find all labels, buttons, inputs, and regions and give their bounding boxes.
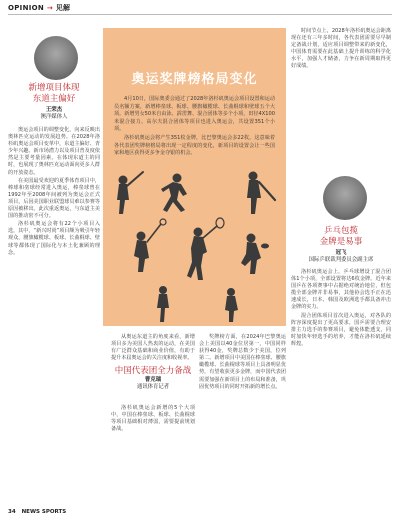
middle-column-a	[111, 334, 195, 363]
feature-box	[103, 28, 286, 326]
athlete-figure-icon	[225, 289, 238, 323]
mini-profile	[111, 366, 195, 391]
left-paragraph: 奥运会项目的调整变化，向来反映出奥林匹克运动的发展趋势。在2028年洛杉矶奥运会项目变革中，东道主偏好、青少年兴趣、新市场潜力以及项目普及度依然是主要考量因素。在体现东道主的同时，也展现了奥林匹克运动面向更多人群的开放姿态。	[8, 127, 100, 176]
athlete-silhouettes-illustration	[103, 166, 286, 326]
runner-icon	[161, 174, 187, 212]
right-article	[291, 226, 391, 349]
left-paragraph: 洛杉矶奥运会将有22个小项目入选，其中，“新兴时尚”项目颇为吸引年轻观众，腰旗橄榄球、板球、长曲棍球、壁球等都体现了国际化与本土化兼顾的理念。	[8, 221, 100, 256]
left-column	[8, 28, 100, 258]
arrow-icon: →	[46, 4, 53, 12]
feature-text	[114, 96, 275, 159]
header-divider	[8, 14, 392, 15]
baseball-batter-icon	[117, 172, 143, 214]
middle-column-b	[199, 334, 286, 392]
left-article-title-1: 新增项目体现	[28, 83, 80, 93]
left-author-role: 澳洋媒体人	[40, 114, 68, 120]
feature-paragraph: 4月10日，国际奥委会通过了2028年洛杉矶奥运会项目设置和运动员名额方案，新增棒垒球、板球、腰旗橄榄球、长曲棍球和壁球五个大项。新增男女50米自由泳、霹雳舞、混合团体等多个小项，田径4X100米混合接力、高尔夫混合团体等项目也进入奥运会，共设置351个小项。	[114, 96, 275, 133]
right-author-name: 冠飞	[335, 250, 347, 256]
right-paragraph: 洛杉矶奥运会上，乒乓球增设了混合团体1个小项，全部设置将达6枚金牌。近年来国乒在各项赛事中占据绝对统治地位，但包揽全部金牌并非易事，其他协会选手正在迅速成长，日本、韩国及欧洲选手都具备冲击金牌的实力。	[291, 269, 391, 311]
middle-column-a2	[111, 405, 195, 434]
section-name: OPINION	[8, 4, 45, 12]
middle-article-title: 中国代表团全力备战	[114, 366, 192, 376]
left-author-name: 王荣杰	[45, 107, 63, 113]
right-author-role: 国际乒联裁判委员会副主席	[308, 257, 374, 263]
right-article-title-2: 金牌是易事	[319, 237, 363, 247]
section-name-cn: 见解	[55, 4, 71, 12]
left-paragraph: 在美国最受欢迎的夏季体育项目中，棒球和垒球经常进入奥运，棒垒球曾在1992年至2008年间被列为奥运会正式项目，后因美国职业联盟球员难以参赛等原因被移出。此次重返奥运，与东道主美国的推动密不可分。	[8, 177, 100, 220]
feature-title: 奥运奖牌榜格局变化	[131, 72, 258, 87]
section-header	[0, 0, 400, 18]
right-paragraph: 时间节点上，2028年洛杉矶奥运会距离现在还有三年多时间，各代表团需要尽早制定备战计划，适应项目调整带来的新变化，中国体育需要在此基础上提升训练的科学化水平，加强人才储备，力争在新周期取得更好成绩。	[291, 28, 391, 70]
lacrosse-player-icon	[134, 219, 166, 272]
right-article-title-1: 乒乓包揽	[323, 226, 358, 236]
flag-football-player-icon	[241, 234, 269, 274]
cricket-player-icon	[247, 172, 275, 214]
publication-name: NEWS SPORTS	[21, 509, 67, 515]
athlete-figure-icon	[157, 287, 169, 323]
squash-player-icon	[187, 218, 224, 280]
middle-author-name: 曹克瑞	[144, 377, 162, 383]
page-footer	[8, 509, 66, 515]
middle-author-role: 通讯体育记者	[136, 384, 170, 390]
right-column	[291, 28, 391, 72]
middle-paragraph: 洛杉矶奥运会新增的5个大项中，中国在棒垒球、板球、长曲棍球等项目基础相对薄弱，需要提前规划备战。	[111, 405, 195, 433]
middle-paragraph: 奖牌榜方面，在2024年巴黎奥运会上美国以40金位居第一，中国同样获得40金，奖牌总数少于美国，位列第二。新增项目中美国在棒垒球、腰旗橄榄球、长曲棍球等项目上具备明显优势，有望收获更多金牌，而中国代表团需要加强在新项目上的布局和准备，巩固优势项目的同时开拓新的增长点。	[199, 334, 286, 390]
right-paragraph: 混合团体项目首次进入奥运，对各队的阵容深度提出了更高要求，国乒需要合理安排主力选手的参赛项目，避免体能透支，同时加快年轻选手的培养，才能在洛杉矶延续辉煌。	[291, 312, 391, 347]
author-portrait-right	[323, 176, 367, 220]
section-label	[8, 3, 70, 13]
left-article-title-2: 东道主偏好	[32, 94, 76, 104]
feature-paragraph: 洛杉矶奥运会将产生351枚金牌，比巴黎奥运会多22枚。这意味着各代表团奖牌榜格局将出现一定程度的变化，新项目的设置会让一些国家和地区获得更多争金夺银的机会。	[114, 134, 275, 157]
middle-paragraph: 从奥运东道主的角度来看，新增项目多为美国人热衷的运动，在美国有广泛群众基础和商业价值，有助于提升本届奥运会的关注度和收视率。	[111, 334, 195, 362]
page-number: 34	[8, 509, 16, 515]
